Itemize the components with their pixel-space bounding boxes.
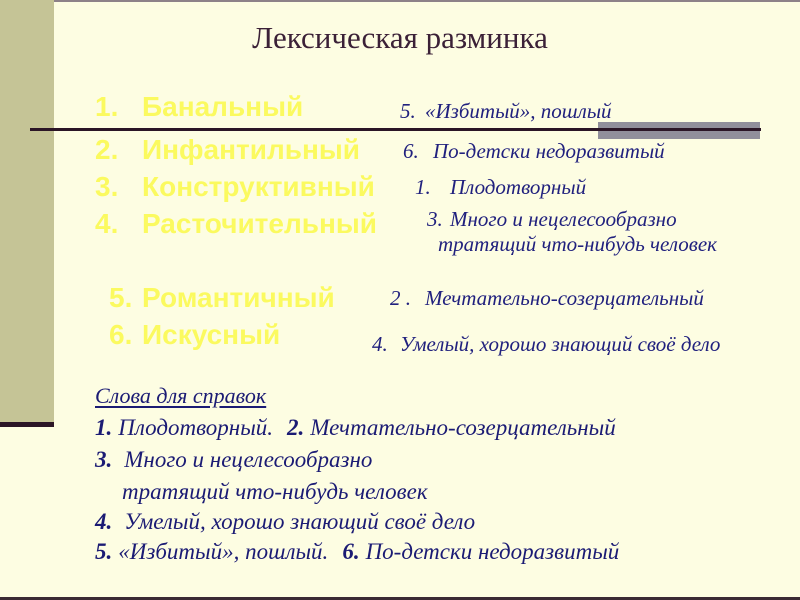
reference-text: «Избитый», пошлый. (118, 539, 329, 564)
reference-line-2 (95, 447, 372, 472)
reference-heading: Слова для справок (95, 383, 267, 408)
reference-text: Умелый, хорошо знающий своё дело (124, 509, 476, 534)
definition-number: 5. (400, 99, 416, 123)
definition-text: Плодотворный (450, 175, 587, 199)
definition-number: 2 . (390, 286, 411, 310)
term-item-2 (95, 136, 360, 164)
term-word: Инфантильный (142, 134, 360, 165)
top-border (0, 0, 800, 2)
term-number: 6. (109, 319, 133, 350)
term-item-5 (109, 284, 335, 312)
definition-text: По-детски недоразвитый (433, 139, 665, 163)
term-word: Конструктивный (142, 171, 375, 202)
reference-number: 3. (95, 447, 113, 472)
term-number: 4. (95, 208, 119, 239)
term-word: Искусный (142, 319, 281, 350)
term-item-3 (95, 173, 375, 201)
definition-item-4 (427, 207, 717, 257)
reference-number: 1. (95, 415, 113, 440)
strip-bottom-rule (0, 422, 54, 427)
reference-line-3 (95, 509, 475, 534)
slide-title: Лексическая разминка (252, 20, 548, 55)
definition-text: «Избитый», пошлый (425, 99, 612, 123)
definition-item-6 (372, 332, 720, 357)
reference-number: 6. (342, 539, 360, 564)
left-accent-strip (0, 0, 54, 427)
definition-number: 6. (403, 139, 419, 163)
term-number: 1. (95, 91, 119, 122)
term-item-6 (109, 321, 280, 349)
reference-line-4 (95, 539, 619, 564)
definition-text: Мечтательно-созерцательный (425, 286, 704, 310)
definition-text-line2: тратящий что-нибудь человек (438, 231, 718, 256)
reference-text: По-детски недоразвитый (365, 539, 620, 564)
term-number: 5. (109, 282, 133, 313)
reference-line-1 (95, 415, 616, 440)
definition-number: 1. (415, 175, 431, 199)
term-number: 2. (95, 134, 119, 165)
reference-text: Плодотворный. (118, 415, 274, 440)
term-word: Расточительный (142, 208, 377, 239)
reference-number: 5. (95, 539, 113, 564)
definition-text: Умелый, хорошо знающий своё дело (400, 332, 721, 356)
term-item-1 (95, 93, 303, 121)
definition-item-2 (403, 139, 665, 164)
term-number: 3. (95, 171, 119, 202)
definition-item-3 (415, 175, 586, 200)
definition-item-5 (390, 286, 704, 311)
definition-number: 4. (372, 332, 388, 356)
reference-text: Много и нецелесообразно (124, 447, 373, 472)
horizontal-rule (30, 128, 761, 131)
term-word: Банальный (142, 91, 304, 122)
definition-number: 3. (427, 207, 443, 231)
definition-item-1 (400, 99, 612, 124)
reference-text: Мечтательно-созерцательный (310, 415, 616, 440)
term-word: Романтичный (142, 282, 335, 313)
term-item-4 (95, 210, 377, 238)
reference-number: 4. (95, 509, 113, 534)
reference-number: 2. (287, 415, 305, 440)
reference-line-2-continuation: тратящий что-нибудь человек (122, 479, 428, 504)
definition-text-line1: Много и нецелесообразно (450, 207, 677, 231)
